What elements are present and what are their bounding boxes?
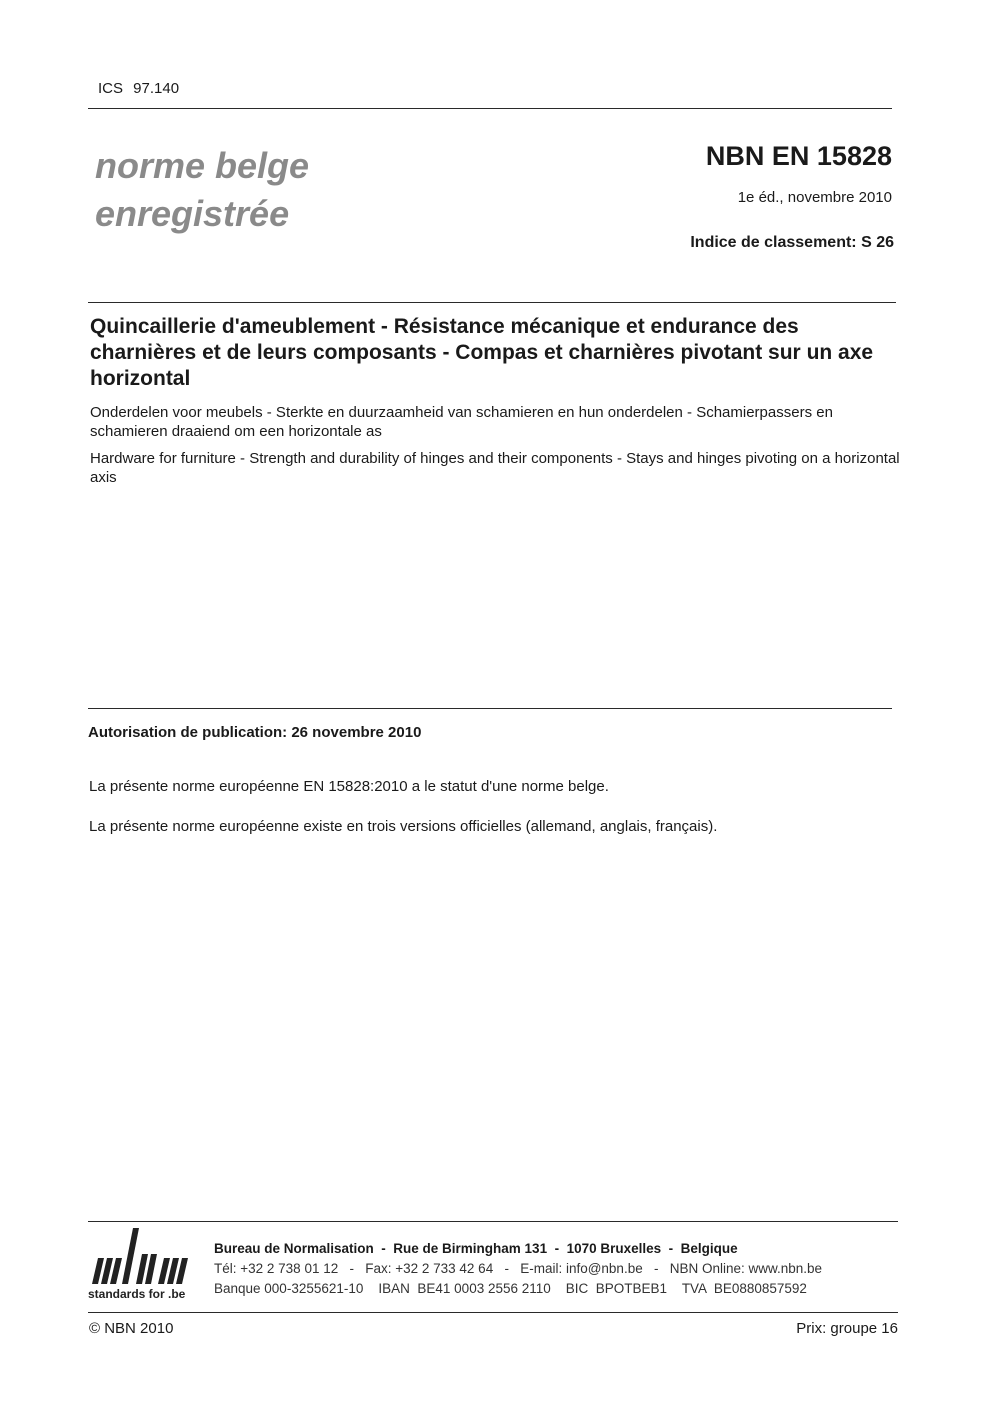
brand-title	[95, 142, 309, 238]
bank-line: Banque 000-3255621-10 IBAN BE41 0003 2556 2110 BIC BPOTBEB1 TVA BE0880857592	[214, 1281, 807, 1296]
bottom-divider	[88, 1312, 898, 1313]
header-divider	[88, 108, 892, 109]
standard-number: NBN EN 15828	[705, 141, 892, 171]
brand-line-2: enregistrée	[95, 193, 290, 234]
ics-code: ICS 97.140	[98, 80, 180, 97]
versions-statement: La présente norme européenne existe en trois versions officielles (allemand, anglais, français).	[89, 818, 718, 835]
footer-divider	[88, 1221, 898, 1222]
logo-tagline: standards for .be	[88, 1287, 186, 1301]
title-french: Quincaillerie d'ameublement - Résistance mécanique et endurance des charnières et de leurs composants - Compas et charnières pivotant sur un axe horizontal	[90, 315, 874, 390]
address-line: Bureau de Normalisation - Rue de Birmingham 131 - 1070 Bruxelles - Belgique	[214, 1241, 738, 1256]
price-group: Prix: groupe 16	[796, 1320, 898, 1337]
status-statement: La présente norme européenne EN 15828:2010 a le statut d'une norme belge.	[89, 778, 609, 795]
title-divider	[88, 302, 896, 303]
nbn-logo-mark	[88, 1228, 200, 1288]
contact-line: Tél: +32 2 738 01 12 - Fax: +32 2 733 42 64 - E-mail: info@nbn.be - NBN Online: www.nbn.be	[214, 1261, 823, 1276]
copyright: © NBN 2010	[89, 1320, 174, 1337]
edition-date: 1e éd., novembre 2010	[737, 189, 892, 206]
publication-divider	[88, 708, 892, 709]
title-english: Hardware for furniture - Strength and durability of hinges and their components - Stays and hinges pivoting on a horizontal axis	[90, 450, 900, 486]
brand-line-1: norme belge	[95, 145, 310, 186]
publication-authorization: Autorisation de publication: 26 novembre 2010	[88, 724, 422, 741]
title-dutch: Onderdelen voor meubels - Sterkte en duurzaamheid van schamieren en hun onderdelen - Schamierpassers en schamieren draaiend om een horizontale as	[90, 404, 833, 440]
classification-index: Indice de classement: S 26	[690, 234, 894, 251]
